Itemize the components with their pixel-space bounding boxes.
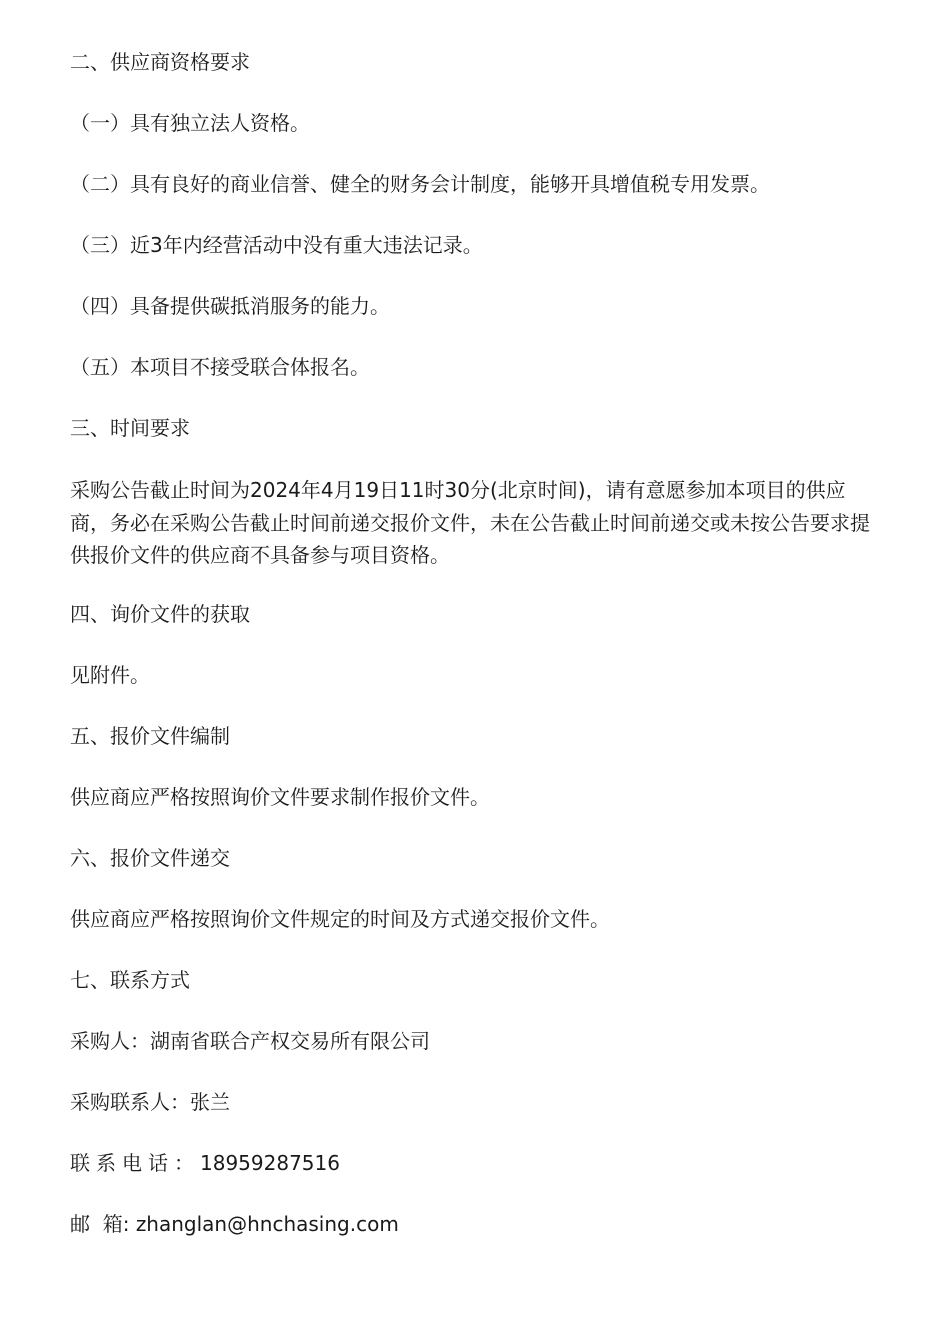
section-6-heading: 六、报价文件递交 — [70, 846, 230, 870]
section-5-heading: 五、报价文件编制 — [70, 724, 230, 748]
phone-line — [70, 1147, 885, 1179]
qualification-item-5: （五）本项目不接受联合体报名。 — [70, 355, 370, 379]
phone-number: 18959287516 — [200, 1151, 340, 1175]
qualification-item-2: （二）具有良好的商业信誉、健全的财务会计制度，能够开具增值税专用发票。 — [70, 172, 770, 196]
section-5-body: 供应商应严格按照询价文件要求制作报价文件。 — [70, 785, 490, 809]
section-3-heading: 三、时间要求 — [70, 416, 190, 440]
section-7-heading: 七、联系方式 — [70, 968, 190, 992]
section-3-body: 采购公告截止时间为2024年4月19日11时30分(北京时间)，请有意愿参加本项目的供应商，务必在采购公告截止时间前递交报价文件，未在公告截止时间前递交或未按公告要求提供报价文件的供应商不具备参与项目资格。 — [70, 478, 870, 567]
qualification-item-1: （一）具有独立法人资格。 — [70, 111, 310, 135]
section-4-heading: 四、询价文件的获取 — [70, 602, 250, 626]
purchaser-line: 采购人：湖南省联合产权交易所有限公司 — [70, 1029, 430, 1053]
section-2-heading: 二、供应商资格要求 — [70, 50, 250, 74]
email-line — [70, 1208, 885, 1240]
section-6-body: 供应商应严格按照询价文件规定的时间及方式递交报价文件。 — [70, 907, 610, 931]
email-label: 邮 箱: — [70, 1212, 136, 1236]
phone-label: 联系电话： — [70, 1151, 200, 1175]
qualification-item-3: （三）近3年内经营活动中没有重大违法记录。 — [70, 233, 483, 257]
section-4-body: 见附件。 — [70, 663, 150, 687]
email-address: zhanglan@hnchasing.com — [135, 1212, 399, 1236]
qualification-item-4: （四）具备提供碳抵消服务的能力。 — [70, 294, 390, 318]
contact-person-line: 采购联系人：张兰 — [70, 1090, 230, 1114]
